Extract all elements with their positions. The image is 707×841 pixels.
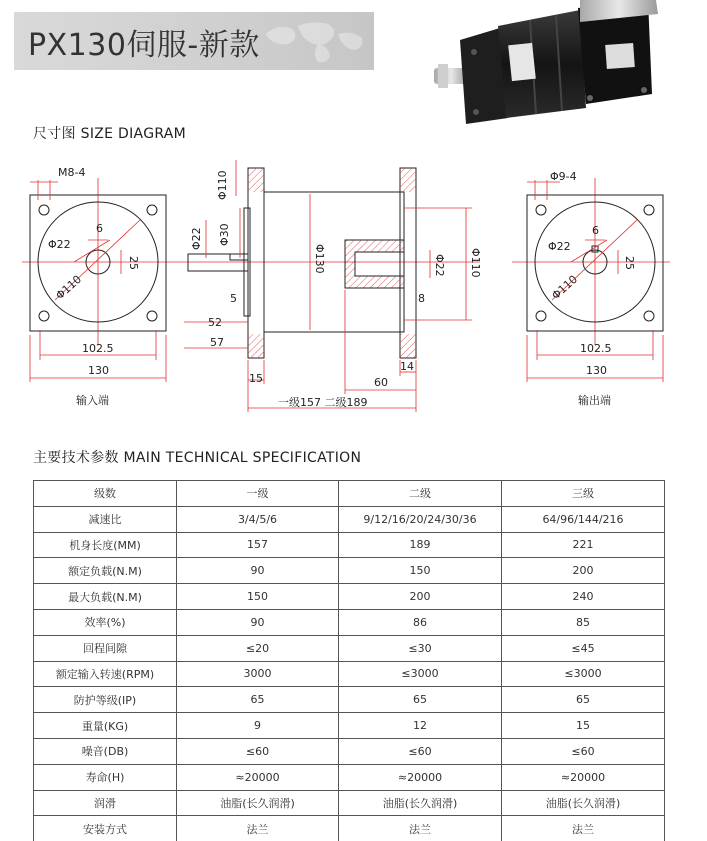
row-header-cell: 额定输入转速(RPM)	[34, 661, 177, 687]
row-header-cell: 额定负载(N.M)	[34, 558, 177, 584]
table-cell: 3000	[177, 661, 339, 687]
table-cell: 油脂(长久润滑)	[177, 790, 339, 816]
table-row	[34, 481, 665, 507]
table-cell: 9	[177, 713, 339, 739]
table-cell: ≤45	[502, 635, 665, 661]
right-d25-label: 25	[623, 256, 636, 270]
right-keyway-6-label: 6	[592, 224, 599, 237]
row-header-cell: 重量(KG)	[34, 713, 177, 739]
right-width-130-label: 130	[586, 364, 607, 377]
d25-label: 25	[127, 256, 140, 270]
table-cell: 65	[177, 687, 339, 713]
side-d110-label: Φ110	[216, 170, 229, 200]
row-header-cell: 回程间隙	[34, 635, 177, 661]
side-5-label: 5	[230, 292, 237, 305]
table-row	[34, 532, 665, 558]
side-57-label: 57	[210, 336, 224, 349]
table-row	[34, 584, 665, 610]
side-length-label: 一级157 二级189	[278, 396, 368, 409]
right-width-1025-label: 102.5	[580, 342, 612, 355]
table-row	[34, 687, 665, 713]
size-diagram-heading: 尺寸图 SIZE DIAGRAM	[33, 126, 187, 142]
table-cell: 221	[502, 532, 665, 558]
table-cell: ≤60	[177, 738, 339, 764]
table-cell: 64/96/144/216	[502, 506, 665, 532]
d22-label: Φ22	[48, 238, 71, 251]
side-60-label: 60	[374, 376, 388, 389]
side-8-label: 8	[418, 292, 425, 305]
table-cell: 200	[339, 584, 502, 610]
right-m9-label: Φ9-4	[550, 170, 577, 183]
output-end-caption: 输出端	[578, 394, 611, 407]
table-cell: ≤60	[339, 738, 502, 764]
table-cell: 65	[502, 687, 665, 713]
side-d22-label: Φ22	[190, 227, 203, 250]
table-cell: 油脂(长久润滑)	[339, 790, 502, 816]
side-15-label: 15	[249, 372, 263, 385]
table-cell: ≤30	[339, 635, 502, 661]
side-52-label: 52	[208, 316, 222, 329]
table-cell: 一级	[177, 481, 339, 507]
title-banner	[14, 12, 374, 70]
width-1025-label: 102.5	[82, 342, 114, 355]
row-header-cell: 寿命(H)	[34, 764, 177, 790]
table-cell: 189	[339, 532, 502, 558]
table-cell: 油脂(长久润滑)	[502, 790, 665, 816]
row-header-cell: 防护等级(IP)	[34, 687, 177, 713]
table-cell: ≈20000	[339, 764, 502, 790]
spec-table	[33, 480, 665, 841]
m8-label: M8-4	[58, 166, 86, 179]
table-cell: 240	[502, 584, 665, 610]
table-row	[34, 506, 665, 532]
table-cell: 90	[177, 558, 339, 584]
table-cell: ≈20000	[502, 764, 665, 790]
world-map-icon	[258, 16, 368, 66]
side-14-label: 14	[400, 360, 414, 373]
table-cell: 200	[502, 558, 665, 584]
table-cell: 12	[339, 713, 502, 739]
page-title: PX130伺服-新款	[28, 28, 260, 63]
table-cell: ≤3000	[339, 661, 502, 687]
table-cell: ≤3000	[502, 661, 665, 687]
row-header-cell: 噪音(DB)	[34, 738, 177, 764]
row-header-cell: 级数	[34, 481, 177, 507]
d110-label: Φ110	[53, 272, 85, 303]
table-row	[34, 635, 665, 661]
table-cell: 15	[502, 713, 665, 739]
side-d22r-label: Φ22	[433, 254, 446, 277]
table-cell: 150	[339, 558, 502, 584]
width-130-label: 130	[88, 364, 109, 377]
side-d30-label: Φ30	[218, 223, 231, 246]
side-d110r-label: Φ110	[469, 248, 482, 278]
table-row	[34, 558, 665, 584]
table-row	[34, 661, 665, 687]
table-cell: 法兰	[339, 816, 502, 841]
row-header-cell: 安装方式	[34, 816, 177, 841]
spec-heading: 主要技术参数 MAIN TECHNICAL SPECIFICATION	[33, 450, 362, 466]
table-row	[34, 609, 665, 635]
table-row	[34, 713, 665, 739]
table-cell: 90	[177, 609, 339, 635]
table-cell: 三级	[502, 481, 665, 507]
table-cell: 86	[339, 609, 502, 635]
table-row	[34, 790, 665, 816]
keyway-6-label: 6	[96, 222, 103, 235]
row-header-cell: 最大负载(N.M)	[34, 584, 177, 610]
size-diagram	[0, 150, 707, 420]
table-cell: ≤20	[177, 635, 339, 661]
table-cell: 法兰	[177, 816, 339, 841]
table-cell: 法兰	[502, 816, 665, 841]
table-cell: 3/4/5/6	[177, 506, 339, 532]
table-row	[34, 816, 665, 841]
table-cell: 150	[177, 584, 339, 610]
right-d110-label: Φ110	[549, 272, 581, 303]
table-row	[34, 738, 665, 764]
table-cell: 9/12/16/20/24/30/36	[339, 506, 502, 532]
table-cell: ≈20000	[177, 764, 339, 790]
table-cell: ≤60	[502, 738, 665, 764]
table-cell: 157	[177, 532, 339, 558]
side-d130-label: Φ130	[313, 244, 326, 274]
table-row	[34, 764, 665, 790]
gearbox-photo	[430, 0, 670, 130]
right-d22-label: Φ22	[548, 240, 571, 253]
row-header-cell: 润滑	[34, 790, 177, 816]
table-cell: 二级	[339, 481, 502, 507]
input-end-caption: 输入端	[76, 394, 109, 407]
row-header-cell: 机身长度(MM)	[34, 532, 177, 558]
table-cell: 65	[339, 687, 502, 713]
table-cell: 85	[502, 609, 665, 635]
row-header-cell: 减速比	[34, 506, 177, 532]
row-header-cell: 效率(%)	[34, 609, 177, 635]
